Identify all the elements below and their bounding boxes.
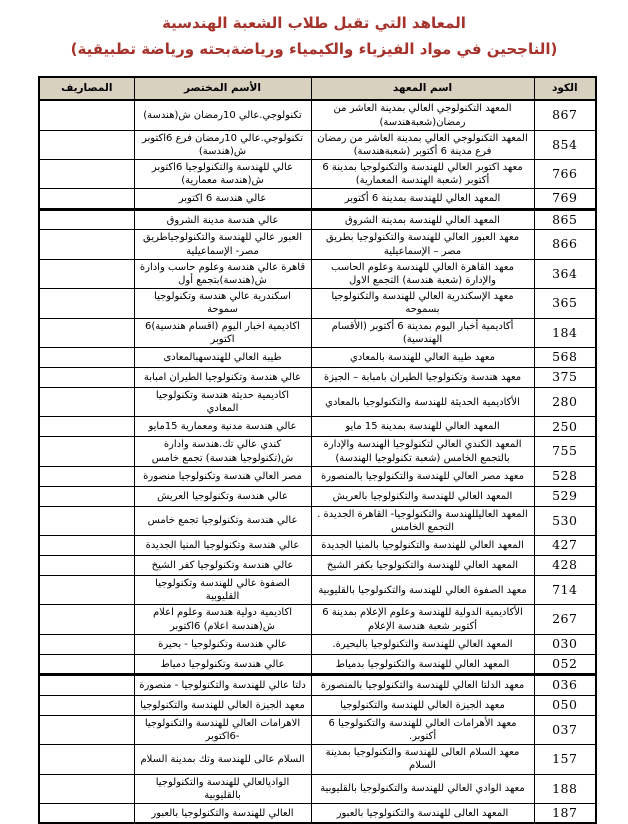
code-cell: 866 <box>534 230 596 259</box>
institute-name-cell: معهد الدلتا العالي للهندسة والتكنولوجيا بالمنصورة <box>311 675 534 696</box>
institute-name-cell: معهد اكتوبر العالي للهندسة والتكنولوجيا بمدينة 6 أكتوبر (شعبة الهندسة المعمارية) <box>311 160 534 189</box>
table-row <box>39 100 596 130</box>
short-name-cell: عالي هندسة وتكنولوجيا كفر الشيخ <box>134 556 311 576</box>
institute-name-cell: المعهد العالي للهندسة بمدينة 15 مايو <box>311 417 534 437</box>
fees-cell <box>39 209 134 230</box>
fees-cell <box>39 745 134 774</box>
code-cell: 867 <box>534 100 596 130</box>
institute-name-cell: الأكاديمية الحديثة للهندسة والتكنولوجيا بالمعادي <box>311 387 534 416</box>
institute-name-cell: المعهد العالي للهندسة بمدينة الشروق <box>311 209 534 230</box>
code-cell: 280 <box>534 387 596 416</box>
table-row <box>39 209 596 230</box>
table-row <box>39 556 596 576</box>
institutes-table <box>38 76 597 824</box>
table-body <box>39 100 596 823</box>
code-cell: 184 <box>534 318 596 347</box>
code-cell: 769 <box>534 189 596 210</box>
short-name-cell: الواديالعالي للهندسة والتكنولوجيا بالقليوبية <box>134 774 311 803</box>
fees-cell <box>39 100 134 130</box>
code-cell: 364 <box>534 259 596 288</box>
institute-name-cell: المعهد العالي للهندسة والتكنولوجيا بالعريش <box>311 486 534 506</box>
short-name-cell: عالي هندسة وتكنولوجيا العريش <box>134 486 311 506</box>
page-title <box>0 0 628 63</box>
short-name-cell: عالي هندسة مدنية ومعمارية 15مايو <box>134 417 311 437</box>
fees-cell <box>39 605 134 634</box>
table-row <box>39 654 596 675</box>
column-header-fees: المصاريف <box>39 77 134 101</box>
fees-cell <box>39 417 134 437</box>
table-row <box>39 675 596 696</box>
table-row <box>39 576 596 605</box>
institute-name-cell: الأكاديمية الدولية للهندسة وعلوم الإعلام بمدينة 6 أكتوبر شعبة هندسة الإعلام <box>311 605 534 634</box>
fees-cell <box>39 576 134 605</box>
short-name-cell: تكنولوجي.عالي 10رمضان ش(هندسة) <box>134 100 311 130</box>
fees-cell <box>39 654 134 675</box>
fees-cell <box>39 536 134 556</box>
table-row <box>39 189 596 210</box>
table-row <box>39 230 596 259</box>
fees-cell <box>39 130 134 159</box>
institute-name-cell: المعهد العالي للهندسة والتكنولوجيا بدمياط <box>311 654 534 675</box>
fees-cell <box>39 160 134 189</box>
table-row <box>39 774 596 803</box>
code-cell: 037 <box>534 715 596 744</box>
fees-cell <box>39 347 134 367</box>
short-name-cell: عالي هندسة مدينة الشروق <box>134 209 311 230</box>
table-row <box>39 289 596 318</box>
institute-name-cell: معهد هندسة وتكنولوجيا الطيران بامبابة – الجيزة <box>311 367 534 387</box>
institute-name-cell: المعهد العالي للهندسة والتكنولوجيا بالبحيرة. <box>311 634 534 654</box>
fees-cell <box>39 486 134 506</box>
page-title-line1: المعاهد التي تقبل طلاب الشعبة الهندسية <box>0 10 628 36</box>
table-row <box>39 803 596 823</box>
code-cell: 766 <box>534 160 596 189</box>
institute-name-cell: المعهد العالي للهندسة بمدينة 6 أكتوبر <box>311 189 534 210</box>
code-cell: 755 <box>534 437 596 466</box>
table-row <box>39 745 596 774</box>
institute-name-cell: المعهد التكنولوجي العالي بمدينة العاشر من رمضان(شعبةهندسة) <box>311 100 534 130</box>
fees-cell <box>39 367 134 387</box>
short-name-cell: العالي للهندسة والتكنولوجيا بالعبور <box>134 803 311 823</box>
table-row <box>39 695 596 715</box>
short-name-cell: كندي عالي تك.هندسة وادارة ش(تكنولوجيا هندسة) تجمع خامس <box>134 437 311 466</box>
institute-name-cell: معهد العبور العالي للهندسة والتكنولوجيا بطريق مصر – الإسماعيلية <box>311 230 534 259</box>
fees-cell <box>39 803 134 823</box>
short-name-cell: مصر العالي هندسة وتكنولوجيا منصورة <box>134 466 311 486</box>
table-row <box>39 605 596 634</box>
short-name-cell: عالي هندسة وتكنولوجيا الطيران امبابة <box>134 367 311 387</box>
short-name-cell: عالي هندسة 6 اكتوبر <box>134 189 311 210</box>
code-cell: 050 <box>534 695 596 715</box>
fees-cell <box>39 189 134 210</box>
code-cell: 375 <box>534 367 596 387</box>
code-cell: 865 <box>534 209 596 230</box>
fees-cell <box>39 695 134 715</box>
institute-name-cell: المعهد العالي للهندسة والتكنولوجيا بالمنيا الجديدة <box>311 536 534 556</box>
short-name-cell: اسكندرية عالي هندسة وتكنولوجيا سموحة <box>134 289 311 318</box>
institute-name-cell: معهد القاهرة العالي للهندسة وعلوم الحاسب والإدارة (شعبة هندسة) التجمع الاول <box>311 259 534 288</box>
code-cell: 854 <box>534 130 596 159</box>
institute-name-cell: المعهد العالى للهندسة والتكنولوجيا بالعبور <box>311 803 534 823</box>
fees-cell <box>39 230 134 259</box>
fees-cell <box>39 715 134 744</box>
column-header-institute-name: اسم المعهد <box>311 77 534 101</box>
code-cell: 188 <box>534 774 596 803</box>
short-name-cell: الصفوة عالي للهندسة وتكنولوجيا القليوبية <box>134 576 311 605</box>
short-name-cell: الاهرامات العالي للهندسة والتكنولوجيا -6اكتوبر <box>134 715 311 744</box>
code-cell: 365 <box>534 289 596 318</box>
table-row <box>39 347 596 367</box>
table-row <box>39 367 596 387</box>
short-name-cell: عالي هندسة وتكنولوجيا المنيا الجديدة <box>134 536 311 556</box>
short-name-cell: العبور عالي للهندسة والتكنولوجياطريق مصر- الإسماعيلية <box>134 230 311 259</box>
table-row <box>39 417 596 437</box>
fees-cell <box>39 387 134 416</box>
fees-cell <box>39 634 134 654</box>
code-cell: 267 <box>534 605 596 634</box>
table-row <box>39 259 596 288</box>
code-cell: 157 <box>534 745 596 774</box>
column-header-code: الكود <box>534 77 596 101</box>
institute-name-cell: المعهد العاليللهندسة والتكنولوجيا- القاهرة الجديدة . التجمع الخامس <box>311 506 534 535</box>
code-cell: 030 <box>534 634 596 654</box>
institute-name-cell: معهد السلام العالى للهندسة والتكنولوجيا بمدينة السلام <box>311 745 534 774</box>
table-row <box>39 437 596 466</box>
table-row <box>39 130 596 159</box>
table-row <box>39 715 596 744</box>
table-row <box>39 486 596 506</box>
short-name-cell: اكاديمية حديثة هندسة وتكنولوجيا المعادي <box>134 387 311 416</box>
short-name-cell: عالي هندسة وتكنولوجيا تجمع خامس <box>134 506 311 535</box>
fees-cell <box>39 556 134 576</box>
code-cell: 187 <box>534 803 596 823</box>
table-row <box>39 506 596 535</box>
code-cell: 250 <box>534 417 596 437</box>
short-name-cell: قاهرة عالي هندسة وعلوم حاسب وادارة ش(هندسة)بتجمع أول <box>134 259 311 288</box>
institute-name-cell: معهد الإسكندرية العالي للهندسة والتكنولوجيا بسموحه <box>311 289 534 318</box>
fees-cell <box>39 318 134 347</box>
code-cell: 529 <box>534 486 596 506</box>
fees-cell <box>39 289 134 318</box>
short-name-cell: اكاديمية دولية هندسة وعلوم اعلام ش(هندسة اعلام) 6اكتوبر <box>134 605 311 634</box>
short-name-cell: السلام عالى للهندسة وتك بمدينة السلام <box>134 745 311 774</box>
code-cell: 052 <box>534 654 596 675</box>
code-cell: 427 <box>534 536 596 556</box>
short-name-cell: دلتا عالي للهندسة والتكنولوجيا - منصورة <box>134 675 311 696</box>
code-cell: 714 <box>534 576 596 605</box>
institute-name-cell: معهد طيبة العالي للهندسة بالمعادي <box>311 347 534 367</box>
table-row <box>39 466 596 486</box>
fees-cell <box>39 437 134 466</box>
institute-name-cell: المعهد التكنولوجي العالي بمدينة العاشر من رمضان فرع مدينة 6 أكتوبر (شعبةهندسة) <box>311 130 534 159</box>
page-title-line2: (الناجحين في مواد الفيزياء والكيمياء ورياضةبحته ورياضة تطبيقية) <box>0 36 628 62</box>
table-row <box>39 387 596 416</box>
short-name-cell: عالي للهندسة والتكنولوجيا 6اكتوبر ش(هندسة معمارية) <box>134 160 311 189</box>
code-cell: 428 <box>534 556 596 576</box>
code-cell: 528 <box>534 466 596 486</box>
institute-name-cell: أكاديمية أخبار اليوم بمدينة 6 أكتوبر (الأقسام الهندسية) <box>311 318 534 347</box>
short-name-cell: عالي هندسة وتكنولوجيا دمياط <box>134 654 311 675</box>
fees-cell <box>39 259 134 288</box>
code-cell: 568 <box>534 347 596 367</box>
table-row <box>39 160 596 189</box>
short-name-cell: تكنولوجي.عالي 10رمضان فرع 6اكتوبر ش(هندسة) <box>134 130 311 159</box>
short-name-cell: طيبة العالي للهندسهبالمعادى <box>134 347 311 367</box>
short-name-cell: عالي هندسة وتكنولوجيا - بحيرة <box>134 634 311 654</box>
table-row <box>39 318 596 347</box>
short-name-cell: اكاديمية اخبار اليوم (اقسام هندسية)6 اكتوبر <box>134 318 311 347</box>
table-header-row <box>39 77 596 101</box>
institute-name-cell: معهد مصر العالي للهندسة والتكنولوجيا بالمنصورة <box>311 466 534 486</box>
table-row <box>39 536 596 556</box>
institute-name-cell: معهد الجيزة العالي للهندسة والتكنولوجيا <box>311 695 534 715</box>
fees-cell <box>39 774 134 803</box>
table-row <box>39 634 596 654</box>
short-name-cell: معهد الجيزة العالي للهندسة والتكنولوجيا <box>134 695 311 715</box>
fees-cell <box>39 466 134 486</box>
institute-name-cell: المعهد الكندي العالي لتكنولوجيا الهندسة والإدارة بالتجمع الخامس (شعبة تكنولوجيا الهندسة) <box>311 437 534 466</box>
institute-name-cell: المعهد العالي للهندسة والتكنولوجيا بكفر الشيخ <box>311 556 534 576</box>
code-cell: 530 <box>534 506 596 535</box>
institute-name-cell: معهد الأهرامات العالي للهندسة والتكنولوجيا 6 أكتوبر. <box>311 715 534 744</box>
column-header-short-name: الأسم المختصر <box>134 77 311 101</box>
fees-cell <box>39 675 134 696</box>
institute-name-cell: معهد الصفوة العالي للهندسة والتكنولوجيا بالقليوبية <box>311 576 534 605</box>
fees-cell <box>39 506 134 535</box>
code-cell: 036 <box>534 675 596 696</box>
institute-name-cell: معهد الوادي العالي للهندسة والتكنولوجيا بالقليوبية <box>311 774 534 803</box>
